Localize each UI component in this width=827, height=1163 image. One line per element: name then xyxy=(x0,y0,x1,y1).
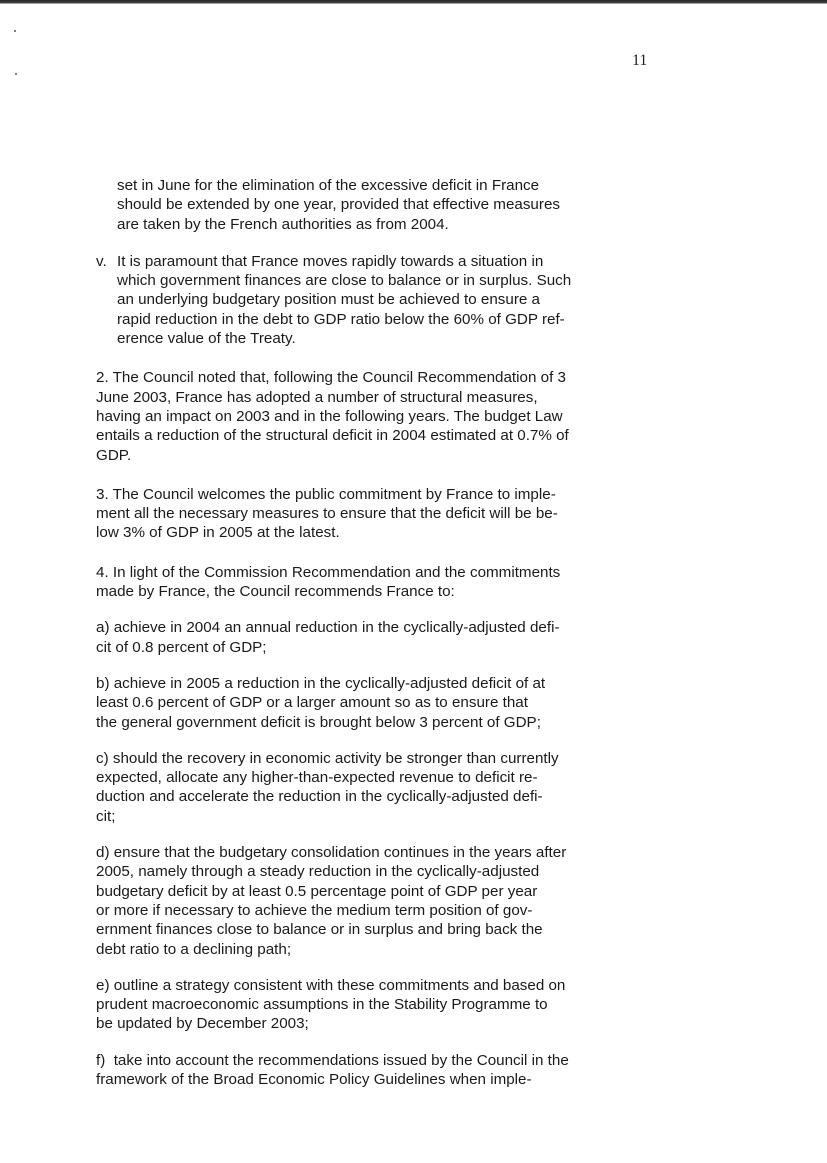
recommendation-c: c) should the recovery in economic activity be stronger than currently expected, allocate any higher-than-expected revenue to deficit re- duction and accelerate the reduction in the cyclically-adjusted defi- cit; xyxy=(96,749,559,825)
paragraph-4: 4. In light of the Commission Recommendation and the commitments made by France, the Council recommends France to: xyxy=(96,563,561,601)
scan-top-edge xyxy=(0,0,827,4)
paragraph-2: 2. The Council noted that, following the Council Recommendation of 3 June 2003, France has adopted a number of structural measures, having an impact on 2003 and in the following years. The budget Law entails a reduction of the structural deficit in 2004 estimated at 0.7% of GDP. xyxy=(96,369,569,464)
page-number: 11 xyxy=(632,52,648,69)
continuation-paragraph: set in June for the elimination of the excessive deficit in France should be extended by one year, provided that effective measures are taken by the French authorities as from 2004. xyxy=(117,177,560,233)
recommendation-f: f) take into account the recommendations issued by the Council in the framework of the Broad Economic Policy Guidelines when imple- xyxy=(96,1051,569,1088)
document-body xyxy=(96,176,626,1089)
recommendation-d: d) ensure that the budgetary consolidation continues in the years after 2005, namely through a steady reduction in the cyclically-adjusted budgetary deficit by at least 0.5 percentage point of GDP per year or more if necessary to achieve the medium term position of gov- ernment finances close to balance or in surplus and bring back the debt ratio to a declining path; xyxy=(96,844,567,958)
point-v-label: v. xyxy=(96,252,107,270)
recommendation-e: e) outline a strategy consistent with these commitments and based on prudent macroeconomic assumptions in the Stability Programme to be updated by December 2003; xyxy=(96,976,566,1033)
scan-speck xyxy=(15,73,17,75)
point-v: v. It is paramount that France moves rapidly towards a situation in which government finances are close to balance or in surplus. Such an underlying budgetary position must be achieved to ensure a rapid reduction in the debt to GDP ratio below the 60% of GDP ref- erence value of the Treaty. xyxy=(96,252,572,348)
scan-speck xyxy=(14,30,16,32)
recommendation-a: a) achieve in 2004 an annual reduction in the cyclically-adjusted defi- cit of 0.8 percent of GDP; xyxy=(96,619,560,656)
paragraph-3: 3. The Council welcomes the public commitment by France to imple- ment all the necessary measures to ensure that the deficit will be be- low 3% of GDP in 2005 at the latest. xyxy=(96,485,558,542)
recommendation-b: b) achieve in 2005 a reduction in the cyclically-adjusted deficit of at least 0.6 percent of GDP or a larger amount so as to ensure that the general government deficit is brought below 3 percent of GDP; xyxy=(96,674,546,731)
